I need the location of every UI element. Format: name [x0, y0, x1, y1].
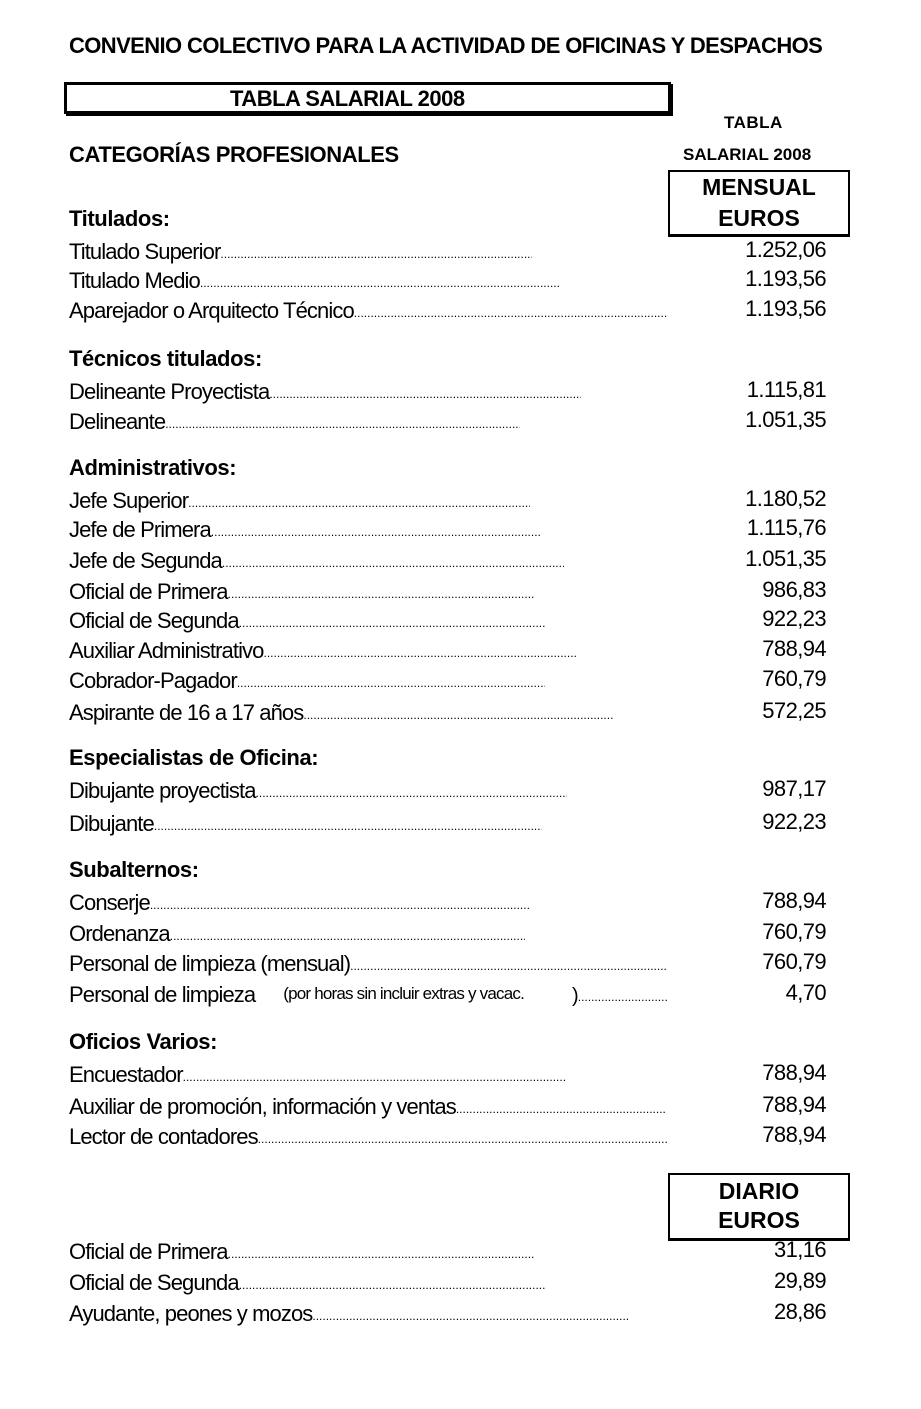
dot-leader — [456, 1103, 667, 1120]
row-label: Personal de limpieza — [69, 982, 256, 1007]
row-label: Personal de limpieza (mensual) — [69, 951, 351, 976]
dot-leader — [222, 557, 564, 574]
row-value: 1.193,56 — [745, 266, 826, 291]
monthly-euros-box — [668, 170, 850, 237]
row-value: 760,79 — [762, 919, 826, 944]
section-title-especialistas: Especialistas de Oficina: — [69, 745, 319, 770]
row-label: Ordenanza — [69, 921, 170, 946]
row-label: Oficial de Primera — [69, 1239, 228, 1264]
row-value: 31,16 — [773, 1237, 826, 1262]
row-label: Jefe de Primera — [69, 517, 211, 542]
row-value: 788,94 — [762, 1060, 826, 1085]
row-label: Encuestador — [69, 1062, 183, 1087]
dot-leader — [258, 1133, 667, 1150]
row-label: Delineante — [69, 409, 166, 434]
section-title-subalternos: Subalternos: — [69, 857, 199, 882]
row-label: Conserje — [69, 890, 150, 915]
dot-leader — [312, 1310, 628, 1327]
row-label: Lector de contadores — [69, 1124, 258, 1149]
row-value: 760,79 — [762, 666, 826, 691]
row-value: 788,94 — [762, 888, 826, 913]
row-value: 4,70 — [785, 980, 826, 1005]
row-value: 1.193,56 — [745, 296, 826, 321]
row-label: Jefe Superior — [69, 488, 189, 513]
section-title-titulados: Titulados: — [69, 206, 170, 231]
row-value: 788,94 — [762, 1122, 826, 1147]
dot-leader — [239, 617, 545, 634]
dot-leader — [239, 1279, 545, 1296]
row-value: 1.051,35 — [745, 546, 826, 571]
daily-box-line2: EUROS — [718, 1207, 800, 1233]
row-label: Auxiliar de promoción, información y ventas — [69, 1094, 456, 1119]
row-value: 1.180,52 — [745, 486, 826, 511]
row-label: Jefe de Segunda — [69, 548, 222, 573]
row-label: Titulado Superior — [69, 239, 221, 264]
dot-leader — [165, 418, 520, 435]
dot-leader — [256, 787, 567, 804]
dot-leader — [269, 388, 581, 405]
row-label: Auxiliar Administrativo — [69, 638, 264, 663]
dot-leader — [170, 930, 525, 947]
row-label: Oficial de Primera — [69, 579, 228, 604]
row-label: Dibujante proyectista — [69, 778, 256, 803]
row-value: 986,83 — [762, 577, 826, 602]
row-note: (por horas sin incluir extras y vacac. — [283, 984, 524, 1003]
daily-euros-box — [668, 1173, 850, 1241]
salary-table-title-box — [64, 82, 671, 114]
column-header-line2: SALARIAL 2008 — [683, 145, 812, 164]
section-title-oficios: Oficios Varios: — [69, 1029, 218, 1054]
dot-leader — [220, 248, 532, 265]
dot-leader — [350, 960, 667, 977]
row-value: 788,94 — [762, 636, 826, 661]
row-value: 788,94 — [762, 1092, 826, 1117]
row-value: 28,86 — [773, 1299, 826, 1324]
row-label: Oficial de Segunda — [69, 608, 239, 633]
column-header-line1: TABLA — [724, 113, 783, 132]
dot-leader — [154, 820, 542, 837]
monthly-box-line2: EUROS — [718, 205, 800, 231]
row-value: 572,25 — [762, 698, 826, 723]
document-title: CONVENIO COLECTIVO PARA LA ACTIVIDAD DE OFICINAS Y DESPACHOS — [69, 33, 823, 58]
row-value: 987,17 — [762, 776, 826, 801]
monthly-box-line1: MENSUAL — [702, 174, 816, 200]
row-value: 1.115,76 — [746, 515, 826, 540]
row-value: 922,23 — [762, 809, 826, 834]
row-value: 922,23 — [762, 606, 826, 631]
dot-leader — [228, 1248, 535, 1265]
row-label: Aparejador o Arquitecto Técnico — [69, 298, 354, 323]
row-label: Ayudante, peones y mozos — [69, 1301, 313, 1326]
row-value: 29,89 — [773, 1268, 826, 1293]
dot-leader — [183, 1071, 565, 1088]
categories-heading: CATEGORÍAS PROFESIONALES — [69, 142, 399, 167]
row-label: Dibujante — [69, 811, 154, 836]
dot-leader — [188, 497, 530, 514]
dot-leader — [237, 677, 545, 694]
salary-table-title: TABLA SALARIAL 2008 — [230, 86, 465, 111]
row-label: Aspirante de 16 a 17 años — [69, 700, 304, 725]
row-note-close: ) — [572, 985, 578, 1007]
dot-leader — [150, 899, 530, 916]
daily-box-line1: DIARIO — [718, 1178, 800, 1204]
row-label: Oficial de Segunda — [69, 1270, 239, 1295]
dot-leader — [211, 526, 540, 543]
row-value: 760,79 — [762, 949, 826, 974]
row-value: 1.252,06 — [745, 237, 826, 262]
row-label: Cobrador-Pagador — [69, 668, 237, 693]
row-value: 1.115,81 — [746, 377, 826, 402]
dot-leader — [303, 709, 614, 726]
row-value: 1.051,35 — [745, 407, 826, 432]
dot-leader — [264, 647, 578, 664]
dot-leader — [354, 307, 667, 324]
dot-leader — [578, 991, 667, 1008]
dot-leader — [228, 588, 535, 605]
dot-leader — [200, 277, 559, 294]
row-label: Delineante Proyectista — [69, 379, 270, 404]
section-title-tecnicos: Técnicos titulados: — [69, 346, 262, 371]
row-label: Titulado Medio — [69, 268, 200, 293]
section-title-administrativos: Administrativos: — [69, 455, 237, 480]
